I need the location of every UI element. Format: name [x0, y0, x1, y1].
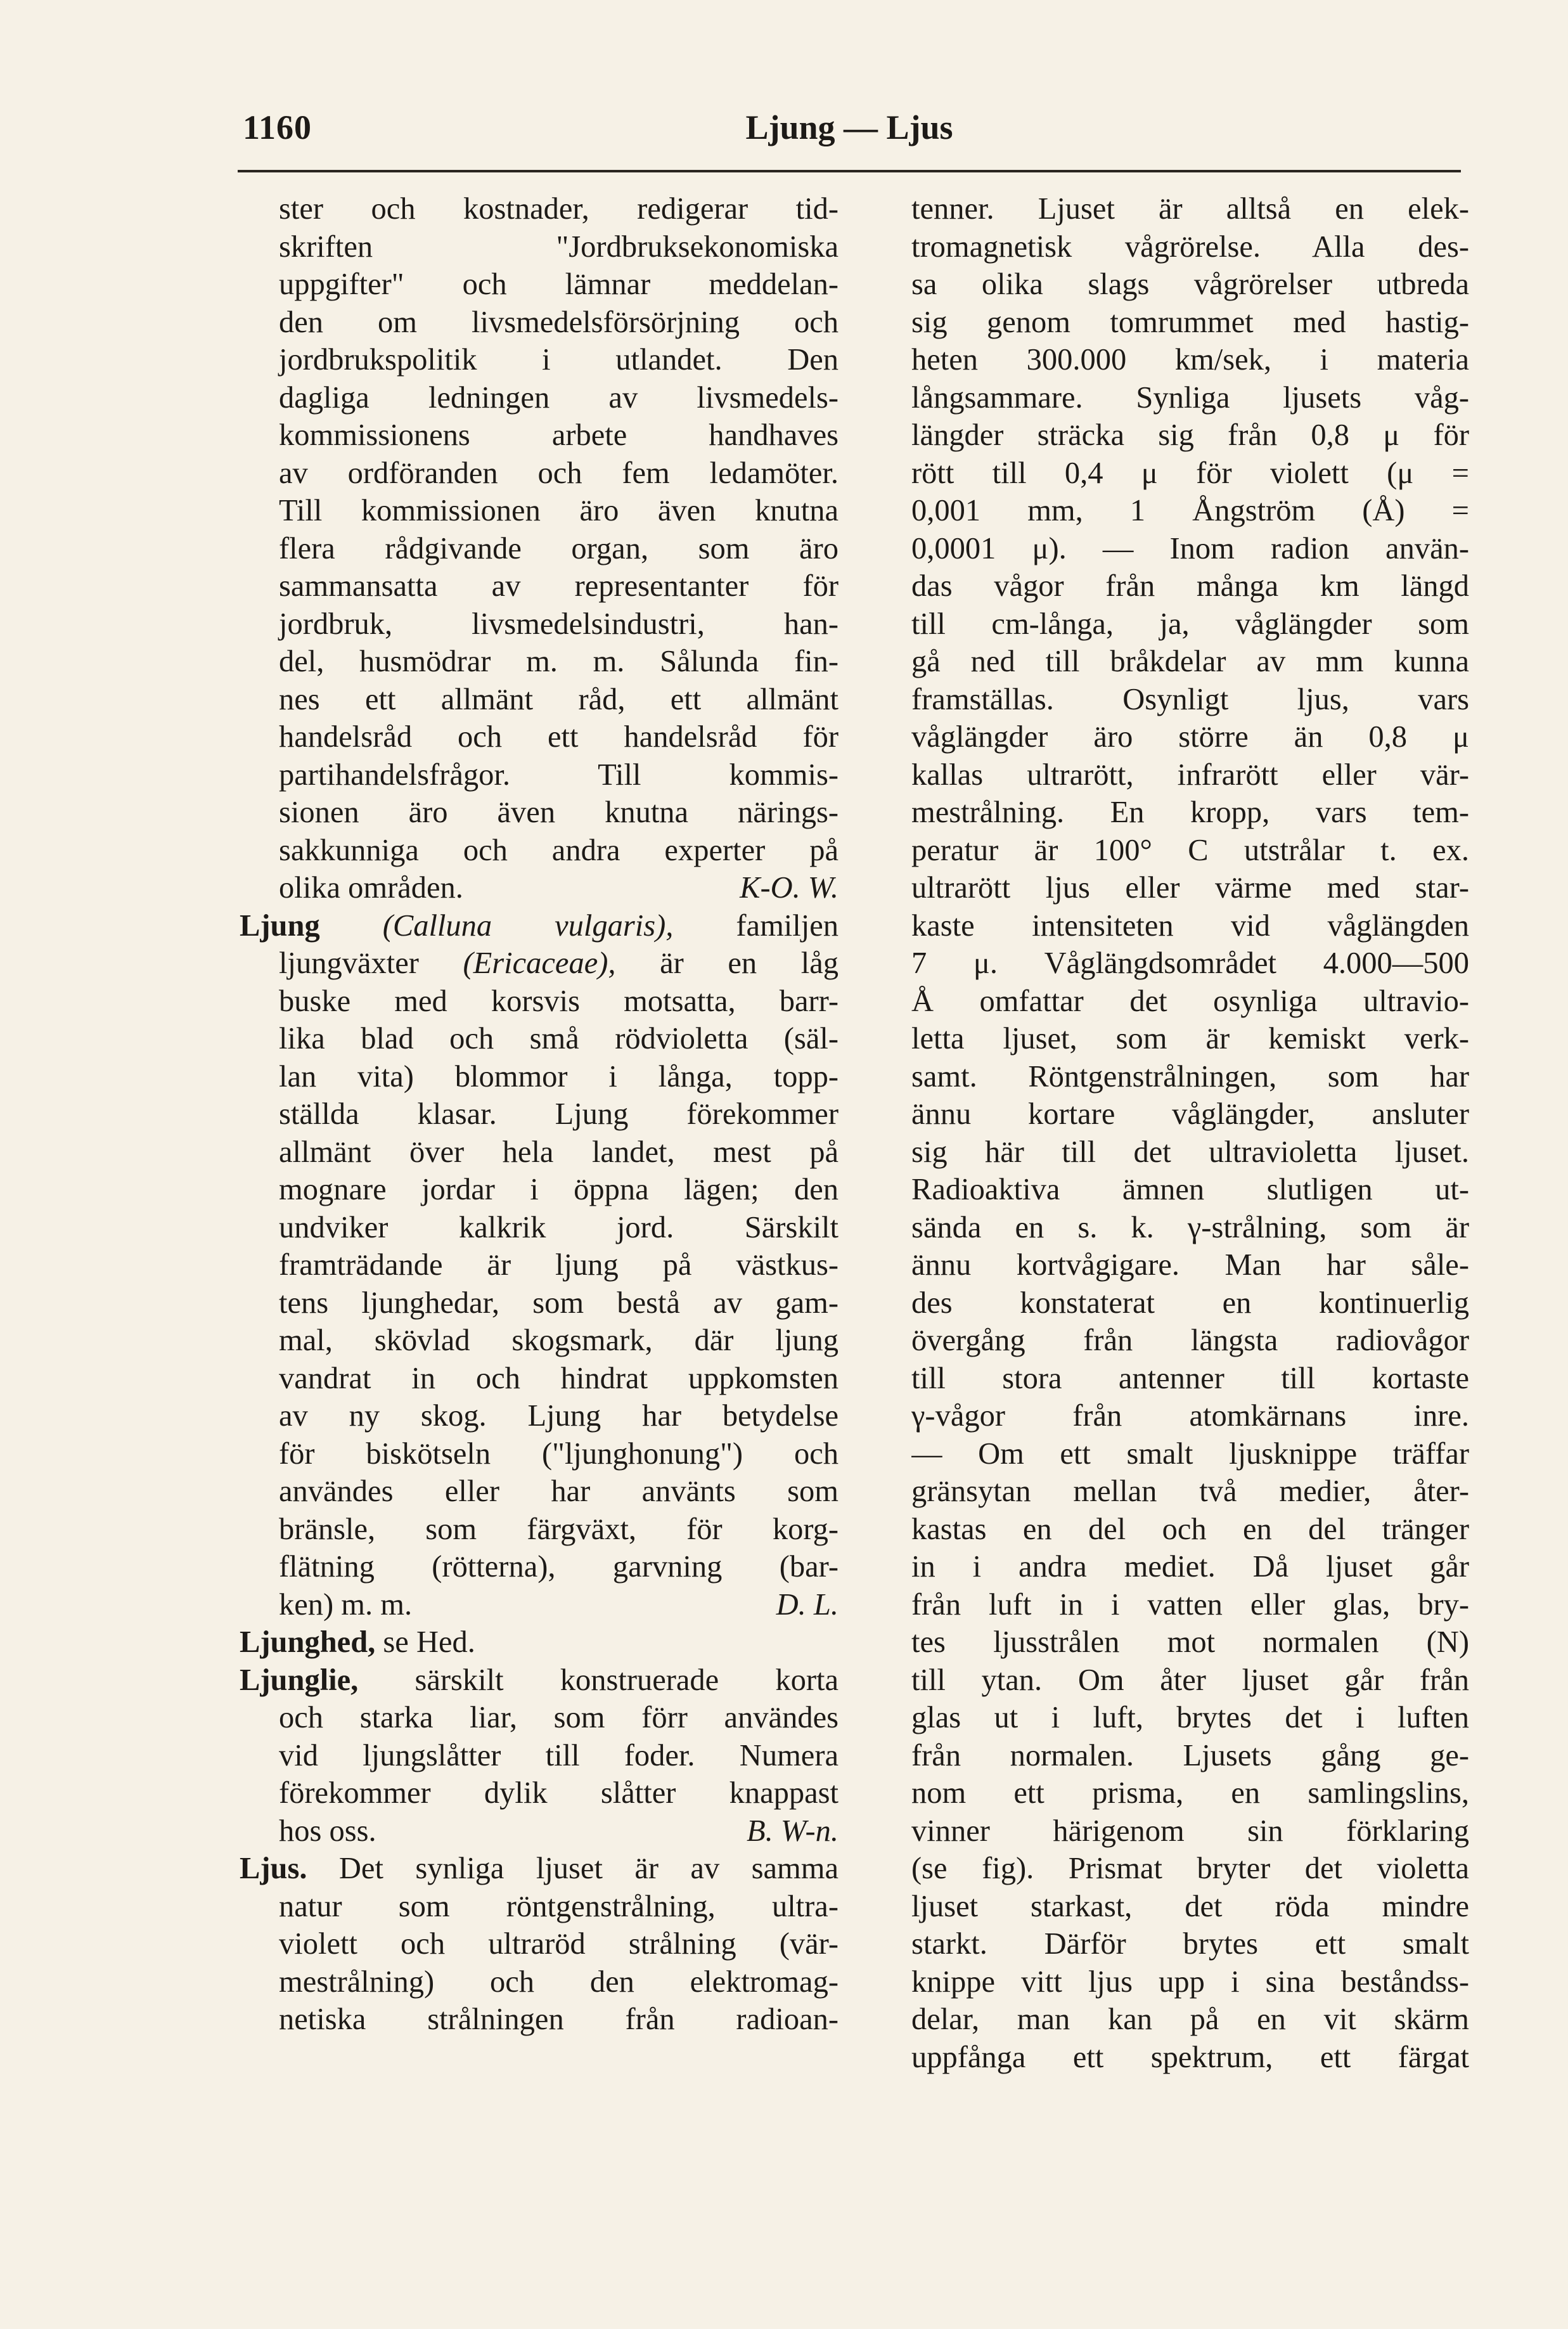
line-text: se Hed. [383, 1625, 475, 1659]
text-line: in i andra mediet. Då ljuset går [911, 1550, 1469, 1584]
line-text: uppgifter" och lämnar meddelan- [279, 268, 839, 301]
author-signature: K-O. W. [740, 871, 839, 905]
line-text: netiska strålningen från radioan- [279, 2003, 839, 2036]
text-line [240, 643, 839, 681]
text-line [240, 1133, 839, 1171]
author-signature: D. L. [776, 1587, 839, 1622]
text-line [240, 1888, 839, 1926]
line-text: dagliga ledningen av livsmedels- [279, 380, 839, 415]
line-text: ster och kostnader, redigerar tid- [279, 192, 839, 226]
text-line: glas ut i luft, brytes det i luften [911, 1701, 1469, 1734]
text-line: tromagnetisk vågrörelse. Alla des- [911, 229, 1469, 264]
right-column [911, 190, 1469, 2076]
line-text: ljungväxter [279, 946, 419, 980]
text-line: Å omfattar det osynliga ultravio- [911, 984, 1469, 1018]
text-line [240, 1360, 839, 1398]
text-line: ultrarött ljus eller värme med star- [911, 871, 1469, 905]
text-line [240, 1586, 839, 1624]
text-line: kallas ultrarött, infrarött eller vär- [911, 758, 1469, 792]
line-text: del, husmödrar m. m. Sålunda fin- [279, 645, 839, 678]
line-text: vid ljungslåtter till foder. Numera [279, 1738, 839, 1772]
line-text: nes ett allmänt råd, ett allmänt [279, 682, 839, 716]
text-line: sig genom tomrummet med hastig- [911, 305, 1469, 339]
text-line: starkt. Därför brytes ett smalt [911, 1927, 1469, 1961]
text-line [240, 681, 839, 719]
text-line: tenner. Ljuset är alltså en elek- [911, 192, 1469, 226]
running-head: Ljung — Ljus [745, 108, 953, 146]
line-text: av ordföranden och fem ledamöter. [279, 456, 839, 490]
text-line: — Om ett smalt ljusknippe träffar [911, 1436, 1469, 1471]
line-text: skriften "Jordbruksekonomiska [279, 229, 839, 264]
headword: Ljunghed, [240, 1625, 376, 1659]
line-text: sionen äro även knutna närings- [279, 796, 839, 829]
text-line: till stora antenner till kortaste [911, 1361, 1469, 1395]
left-column [240, 190, 839, 2039]
line-text: sammansatta av representanter för [279, 569, 839, 603]
text-line: samt. Röntgenstrålningen, som har [911, 1059, 1469, 1094]
line-text: Det synliga ljuset är av samma [338, 1852, 839, 1885]
text-line [240, 341, 839, 379]
line-text: violett och ultraröd strålning (vär- [279, 1927, 839, 1961]
line-text: för biskötseln ("ljunghonung") och [279, 1436, 839, 1471]
text-line: delar, man kan på en vit skärm [911, 2003, 1469, 2036]
text-line: sig här till det ultravioletta ljuset. [911, 1135, 1469, 1169]
text-line: das vågor från många km längd [911, 569, 1469, 603]
line-text: kommissionens arbete handhaves [279, 418, 839, 452]
text-line: sa olika slags vågrörelser utbreda [911, 268, 1469, 301]
text-line [240, 718, 839, 756]
text-line: letta ljuset, som är kemiskt verk- [911, 1022, 1469, 1055]
line-text: ken) m. m. [279, 1587, 413, 1622]
text-line [240, 1661, 839, 1700]
text-line: γ-vågor från atomkärnans inre. [911, 1399, 1469, 1433]
text-line [240, 1511, 839, 1549]
text-line: vinner härigenom sin förklaring [911, 1814, 1469, 1848]
text-line [240, 907, 839, 945]
text-line [240, 1473, 839, 1511]
text-line: gränsytan mellan två medier, åter- [911, 1474, 1469, 1508]
text-line [240, 492, 839, 530]
text-line: till ytan. Om åter ljuset går från [911, 1663, 1469, 1697]
text-line [240, 1963, 839, 2001]
text-line [240, 530, 839, 568]
line-text: handelsråd och ett handelsråd för [279, 720, 839, 754]
line-text: undviker kalkrik jord. Särskilt [279, 1210, 839, 1244]
text-line: kastas en del och en del tränger [911, 1512, 1469, 1546]
text-line [240, 416, 839, 455]
text-line [240, 832, 839, 870]
line-text: hos oss. [279, 1814, 376, 1848]
text-line: från normalen. Ljusets gång ge- [911, 1738, 1469, 1772]
headword: Ljunglie, [240, 1663, 359, 1697]
line-text: Till kommissionen äro även knutna [279, 494, 839, 527]
text-line [240, 1246, 839, 1284]
text-line: kaste intensiteten vid våglängden [911, 908, 1469, 943]
text-line: des konstaterat en kontinuerlig [911, 1286, 1469, 1320]
line-text: mestrålning) och den elektromag- [279, 1964, 839, 1999]
line-text: jordbruk, livsmedelsindustri, han- [279, 607, 839, 641]
text-line: ljuset starkast, det röda mindre [911, 1889, 1469, 1923]
text-line: övergång från längsta radiovågor [911, 1324, 1469, 1357]
line-text: tens ljunghedar, som bestå av gam- [279, 1286, 839, 1320]
line-text: lan vita) blommor i långa, topp- [279, 1059, 839, 1094]
line-text: familjen [736, 908, 839, 943]
text-line [240, 1623, 839, 1661]
text-line [240, 379, 839, 417]
line-text: den om livsmedelsförsörjning och [279, 305, 839, 339]
text-line: tes ljusstrålen mot normalen (N) [911, 1625, 1469, 1659]
text-line: framställas. Osynligt ljus, vars [911, 682, 1469, 716]
text-line: heten 300.000 km/sek, i materia [911, 343, 1469, 377]
line-text: vandrat in och hindrat uppkomsten [279, 1361, 839, 1395]
line-text: av ny skog. Ljung har betydelse [279, 1399, 839, 1433]
text-line [240, 794, 839, 832]
line-text: jordbrukspolitik i utlandet. Den [279, 343, 839, 377]
line-text: partihandelsfrågor. Till kommis- [279, 758, 839, 792]
line-text: sakkunniga och andra experter på [279, 833, 839, 867]
text-line [240, 567, 839, 605]
text-line [240, 945, 839, 983]
text-line: från luft in i vatten eller glas, bry- [911, 1587, 1469, 1622]
text-line: 0,001 mm, 1 Ångström (Å) = [911, 494, 1469, 527]
line-text: allmänt över hela landet, mest på [279, 1135, 839, 1169]
text-line: uppfånga ett spektrum, ett färgat [911, 2040, 1469, 2074]
text-line: långsammare. Synliga ljusets våg- [911, 380, 1469, 415]
line-text: ställda klasar. Ljung förekommer [279, 1097, 839, 1131]
text-line [240, 1774, 839, 1812]
text-line [240, 266, 839, 304]
line-text: olika områden. [279, 871, 463, 905]
line-text: bränsle, som färgväxt, för korg- [279, 1512, 839, 1546]
text-line: peratur är 100° C utstrålar t. ex. [911, 833, 1469, 867]
text-line [240, 1699, 839, 1737]
text-line: rött till 0,4 μ för violett (μ = [911, 456, 1469, 490]
text-line [240, 1322, 839, 1360]
text-line [240, 455, 839, 493]
latin-name: (Calluna vulgaris), [382, 908, 674, 943]
header-rule [238, 170, 1461, 172]
text-line: till cm-långa, ja, våglängder som [911, 607, 1469, 641]
text-line [240, 1435, 839, 1473]
line-text: förekommer dylik slåtter knappast [279, 1776, 839, 1810]
text-line: 7 μ. Våglängdsområdet 4.000—500 [911, 946, 1469, 980]
text-line [240, 228, 839, 266]
text-line: ännu kortare våglängder, ansluter [911, 1097, 1469, 1131]
text-line: knippe vitt ljus upp i sina beståndss- [911, 1964, 1469, 1999]
text-line [240, 605, 839, 643]
line-text: flätning (rötterna), garvning (bar- [279, 1550, 839, 1584]
text-line [240, 756, 839, 794]
text-line [240, 1548, 839, 1586]
text-line [240, 1284, 839, 1322]
line-text: buske med korsvis motsatta, barr- [279, 984, 839, 1018]
text-line: Radioaktiva ämnen slutligen ut- [911, 1173, 1469, 1206]
text-line: sända en s. k. γ-strålning, som är [911, 1210, 1469, 1244]
page-number: 1160 [243, 108, 312, 146]
text-line [240, 1171, 839, 1209]
text-line: (se fig). Prismat bryter det violetta [911, 1852, 1469, 1885]
text-line [240, 1397, 839, 1435]
line-text: särskilt konstruerade korta [414, 1663, 839, 1697]
line-text: flera rådgivande organ, som äro [279, 531, 839, 565]
text-line: mestrålning. En kropp, vars tem- [911, 796, 1469, 829]
headword: Ljus. [240, 1852, 307, 1885]
line-text: natur som röntgenstrålning, ultra- [279, 1889, 839, 1923]
text-line [240, 1925, 839, 1963]
line-text: är en låg [660, 946, 839, 980]
text-line: nom ett prisma, en samlingslins, [911, 1776, 1469, 1810]
text-line: längder sträcka sig från 0,8 μ för [911, 418, 1469, 452]
line-text: användes eller har använts som [279, 1474, 839, 1508]
line-text: mal, skövlad skogsmark, där ljung [279, 1324, 839, 1357]
text-line [240, 2001, 839, 2039]
text-line [240, 869, 839, 907]
page-header [238, 108, 1461, 158]
text-line [240, 304, 839, 342]
text-line [240, 1812, 839, 1850]
text-line [240, 1020, 839, 1058]
latin-name: (Ericaceae), [463, 946, 616, 980]
text-line: gå ned till bråkdelar av mm kunna [911, 645, 1469, 678]
text-line [240, 983, 839, 1021]
text-line: ännu kortvågigare. Man har såle- [911, 1248, 1469, 1282]
text-line [240, 1737, 839, 1775]
text-line [240, 190, 839, 228]
text-line: våglängder äro större än 0,8 μ [911, 720, 1469, 754]
line-text: och starka liar, som förr användes [279, 1701, 839, 1734]
headword: Ljung [240, 908, 320, 943]
text-line: 0,0001 μ). — Inom radion använ- [911, 531, 1469, 565]
line-text: framträdande är ljung på västkus- [279, 1248, 839, 1282]
line-text: lika blad och små rödvioletta (säl- [279, 1022, 839, 1055]
text-line [240, 1850, 839, 1888]
author-signature: B. W-n. [746, 1814, 839, 1848]
text-line [240, 1095, 839, 1133]
text-line [240, 1058, 839, 1096]
line-text: mognare jordar i öppna lägen; den [279, 1173, 839, 1206]
text-line [240, 1209, 839, 1247]
